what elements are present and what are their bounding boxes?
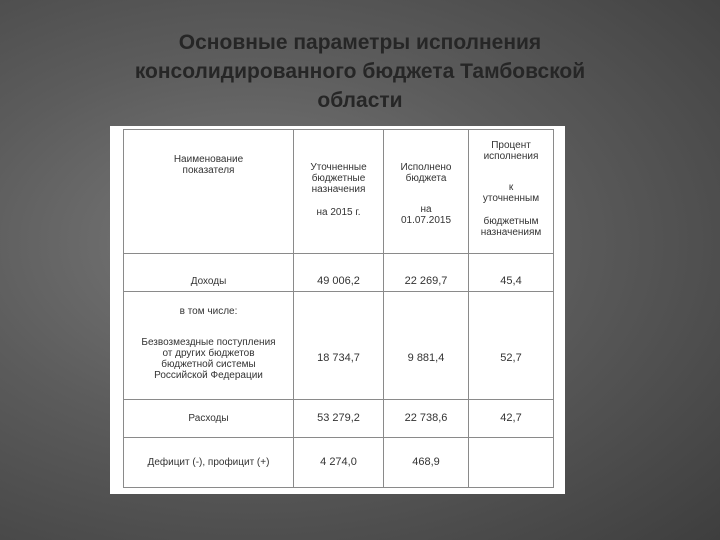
row-transfers-planned: 18 734,7 (294, 292, 384, 400)
slide-title-line-3: области (317, 89, 403, 112)
header-name-cell (124, 130, 294, 254)
header-executed-line-4: 01.07.2015 (400, 215, 452, 226)
row-balance-percent (469, 438, 554, 488)
budget-table (123, 129, 554, 488)
row-expenses-name: Расходы (124, 400, 294, 438)
table-row-income (124, 254, 554, 292)
row-income-percent: 45,4 (469, 254, 554, 292)
row-transfers-pre: в том числе: (179, 306, 238, 317)
row-balance-name: Дефицит (-), профицит (+) (124, 438, 294, 488)
header-executed-cell (384, 130, 469, 254)
table-row-transfers (124, 292, 554, 400)
row-income-planned: 49 006,2 (294, 254, 384, 292)
row-transfers-name: Безвозмездные поступления от других бюджетов бюджетной системы Российской Федерации (141, 337, 276, 381)
slide-title-line-1: Основные параметры исполнения (178, 31, 542, 54)
row-expenses-percent: 42,7 (469, 400, 554, 438)
header-name-line-2: показателя (182, 165, 235, 176)
row-transfers-executed: 9 881,4 (384, 292, 469, 400)
header-executed-line-1: Исполнено (400, 162, 452, 173)
header-percent-line-3: к (508, 182, 514, 193)
header-percent-line-1: Процент (491, 140, 531, 151)
row-income-name: Доходы (124, 254, 294, 292)
header-percent-line-4: уточненным (482, 193, 540, 204)
slide-title (60, 28, 660, 115)
header-percent-line-5: бюджетным (483, 216, 539, 227)
header-planned-line-4: на 2015 г. (316, 207, 361, 218)
row-expenses-planned: 53 279,2 (294, 400, 384, 438)
header-percent-line-6: назначениям (480, 227, 542, 238)
row-income-executed: 22 269,7 (384, 254, 469, 292)
row-balance-planned: 4 274,0 (294, 438, 384, 488)
header-name-line-1: Наименование (173, 154, 244, 165)
header-percent-cell (469, 130, 554, 254)
slide-title-line-2: консолидированного бюджета Тамбовской (134, 60, 586, 83)
table-header-row (124, 130, 554, 254)
budget-table-image (110, 126, 565, 494)
header-executed-line-3: на (420, 204, 432, 215)
table-row-expenses (124, 400, 554, 438)
header-planned-line-3: назначения (311, 184, 366, 195)
header-planned-line-2: бюджетные (311, 173, 366, 184)
row-expenses-executed: 22 738,6 (384, 400, 469, 438)
header-percent-line-2: исполнения (483, 151, 539, 162)
row-transfers-name-cell (124, 292, 294, 400)
header-planned-line-1: Уточненные (310, 162, 367, 173)
row-transfers-percent: 52,7 (469, 292, 554, 400)
table-row-balance (124, 438, 554, 488)
header-executed-line-2: бюджета (405, 173, 447, 184)
row-balance-executed: 468,9 (384, 438, 469, 488)
header-planned-cell (294, 130, 384, 254)
